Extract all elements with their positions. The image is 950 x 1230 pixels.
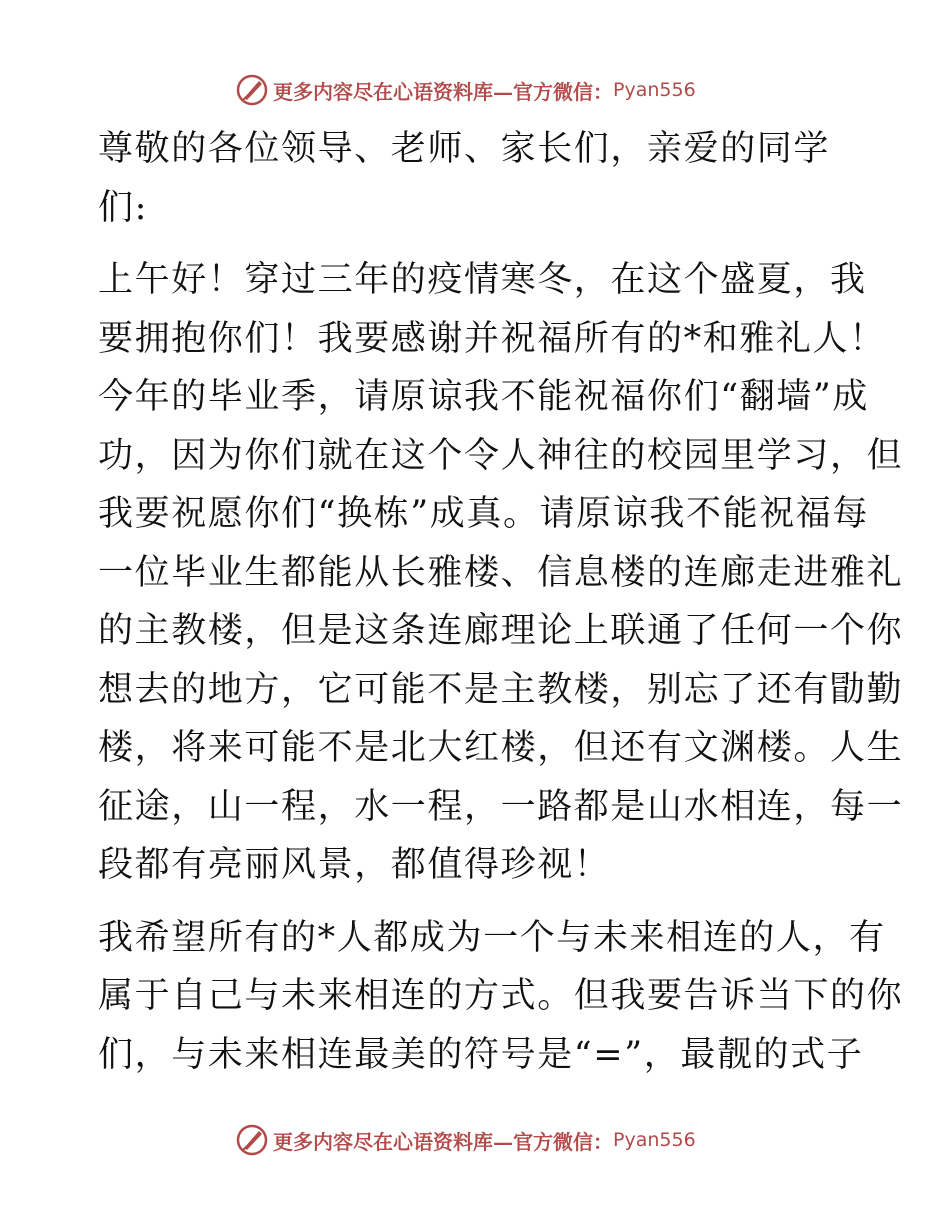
- text-line: 尊敬的各位领导、老师、家长们，亲爱的同学: [98, 129, 831, 169]
- text-line: 功，因为你们就在这个令人神往的校园里学习，但: [98, 435, 904, 476]
- text-line: 想去的地方，它可能不是主教楼，别忘了还有勖勤: [98, 669, 904, 710]
- text-line: 征途，山一程，水一程，一路都是山水相连，每一: [98, 786, 904, 827]
- quill-logo-icon: [235, 73, 269, 107]
- paragraph-greeting: [98, 120, 858, 237]
- text-line: 的主教楼，但是这条连廊理论上联通了任何一个你: [98, 611, 904, 651]
- text-line: 们，与未来相连最美的符号是“=”，最靓的式子: [98, 1034, 864, 1075]
- paragraph-1: [98, 251, 904, 895]
- paragraph-2: [98, 909, 904, 1085]
- text-line: 今年的毕业季，请原谅我不能祝福你们“翻墙”成: [98, 377, 869, 417]
- watermark-contact: Pyan556: [613, 1129, 696, 1151]
- footer-watermark: [235, 1123, 696, 1157]
- text-line: 上午好！穿过三年的疫情寒冬，在这个盛夏，我: [98, 260, 867, 300]
- watermark-text: 更多内容尽在心语资料库—官方微信：: [273, 1129, 613, 1154]
- text-line: 我要祝愿你们“换栋”成真。请原谅我不能祝福每: [98, 494, 869, 534]
- text-line: 我希望所有的*人都成为一个与未来相连的人，有: [98, 917, 886, 958]
- quill-logo-icon: [235, 1123, 269, 1157]
- text-line: 一位毕业生都能从长雅楼、信息楼的连廊走进雅礼: [98, 552, 904, 593]
- watermark-text: 更多内容尽在心语资料库—官方微信：: [273, 79, 613, 104]
- text-line: 楼，将来可能不是北大红楼，但还有文渊楼。人生: [98, 728, 904, 768]
- text-line: 们:: [98, 187, 148, 228]
- speech-body: [98, 120, 904, 1084]
- text-line: 段都有亮丽风景，都值得珍视！: [98, 845, 611, 885]
- header-watermark: [235, 73, 696, 107]
- watermark-contact: Pyan556: [613, 79, 696, 101]
- text-line: 属于自己与未来相连的方式。但我要告诉当下的你: [98, 976, 904, 1016]
- text-line: 要拥抱你们！我要感谢并祝福所有的*和雅礼人！: [98, 318, 886, 359]
